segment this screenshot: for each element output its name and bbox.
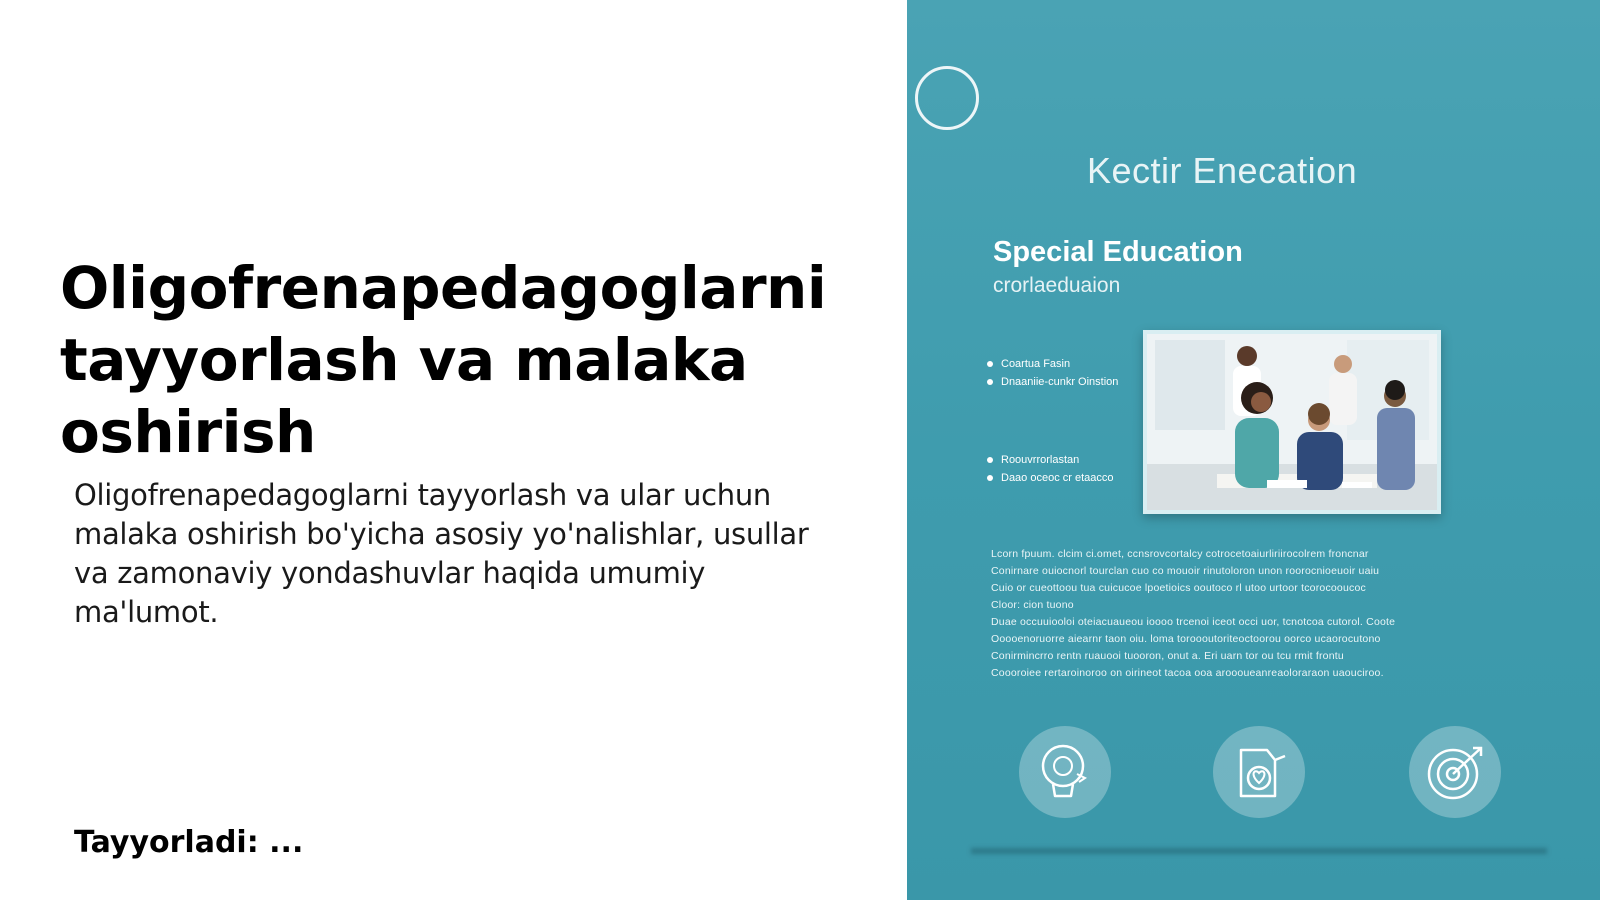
- author-line: Tayyorladi: ...: [74, 825, 304, 860]
- poster-bullet: Coartua Fasin: [987, 355, 1118, 373]
- poster-body-line: Duae occuuiooloi oteiacuaueou ioooo trcenoi iceot occi uor, tcnotcoa cutorol. Coote: [991, 616, 1396, 628]
- poster-body-line: Conirnare ouiocnorl tourclan cuo co mouoir rinutoloron unon roorocnioeuoir uaiu: [991, 565, 1380, 577]
- slide-title: Oligofrenapedagoglarni tayyorlash va malaka oshirish: [60, 254, 827, 466]
- classroom-photo-illustration: [1147, 334, 1437, 510]
- poster-bullet: Daao oceoc cr etaacco: [987, 469, 1114, 487]
- poster-body-line: Cuio or cueottoou tua cuicucoe lpoetioics ooutoco rl utoo urtoor tcorocooucoc: [991, 582, 1366, 594]
- poster-body-line: Coooroiee rertaroinoroo on oirineot tacoa ooa aroooueanreaoloraraon uaouciroo.: [991, 667, 1384, 679]
- poster-bullet-list-top: [987, 355, 1118, 391]
- poster-body-line: Ooooenoruorre aiearnr taon oiu. loma toroooutoriteoctoorou oorco ucaorocutono: [991, 633, 1381, 645]
- poster-body-line: Conirmincrro rentn ruauooi tuooron, onut a. Eri uarn tor ou tcu rmit frontu: [991, 650, 1344, 662]
- slide-subtitle: Oligofrenapedagoglarni tayyorlash va ular uchun malaka oshirish bo'yicha asosiy yo'nalishlar, usullar va zamonaviy yondashuvlar haqida umumiy ma'lumot.: [74, 478, 809, 629]
- poster-top-title: Kectir Enecation: [1087, 150, 1358, 191]
- hand-heart-icon: [1213, 726, 1305, 818]
- person-head-icon: [1019, 726, 1111, 818]
- classroom-photo: [1143, 330, 1441, 514]
- poster-bullet: Dnaaniie-cunkr Oinstion: [987, 373, 1118, 391]
- poster-bullet: Roouvrrorlastan: [987, 451, 1114, 469]
- poster-shadow: [971, 848, 1547, 854]
- target-arrow-icon: [1409, 726, 1501, 818]
- poster-body-text: [991, 546, 1521, 682]
- special-education-poster-image: [907, 0, 1600, 900]
- poster-subheading: crorlaeduaion: [993, 274, 1121, 297]
- poster-heading: Special Education: [993, 236, 1243, 268]
- poster-bullet-list-bottom: [987, 451, 1114, 487]
- ring-icon: [915, 66, 979, 130]
- poster-body-line: Lcorn fpuum. clcim ci.omet, ccnsrovcortalcy cotrocetoaiurliriirocolrem froncnar: [991, 548, 1369, 560]
- poster-body-line: Cloor: cion tuono: [991, 599, 1074, 611]
